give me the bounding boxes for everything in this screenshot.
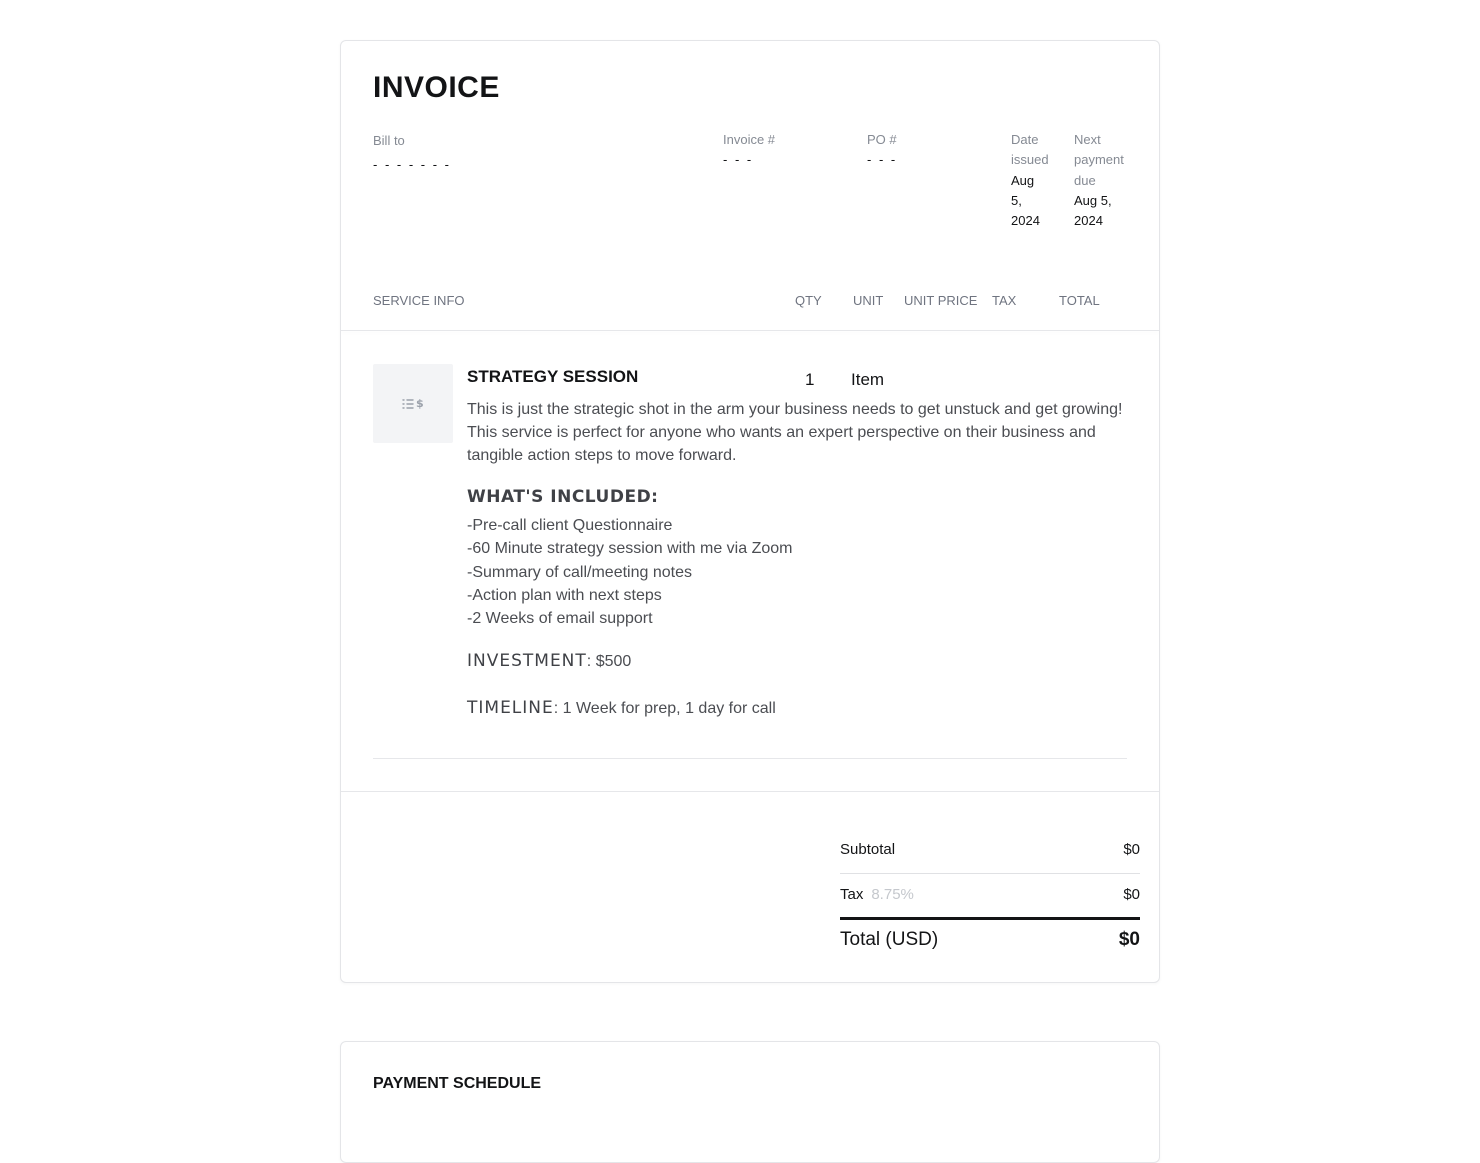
timeline-value: : 1 Week for prep, 1 day for call [553, 700, 776, 717]
list-dollar-icon [401, 395, 425, 413]
item-description-line-3: tangible action steps to move forward. [467, 447, 737, 464]
item-unit[interactable]: Item [851, 370, 885, 389]
item-description-line-1: This is just the strategic shot in the arm your business needs to get unstuck and get growing! [467, 401, 1123, 418]
subtotal-row [840, 841, 1140, 858]
list-item: -2 Weeks of email support [467, 610, 653, 628]
tax-rate[interactable]: 8.75% [871, 886, 914, 903]
section-divider [341, 791, 1159, 792]
table-header-divider [341, 330, 1159, 331]
total-divider [840, 917, 1140, 920]
next-due-value-line1: Aug 5, [1074, 193, 1112, 208]
list-item: -Action plan with next steps [467, 586, 662, 604]
timeline-line [467, 698, 776, 718]
list-item: -Pre-call client Questionnaire [467, 517, 673, 534]
item-qty[interactable]: 1 [805, 370, 815, 389]
subtotal-divider [840, 873, 1140, 874]
invoice-number-label: Invoice # [723, 132, 776, 147]
item-name: STRATEGY SESSION [467, 367, 639, 386]
total-label: Total (USD) [840, 929, 939, 950]
item-divider [373, 758, 1127, 759]
bill-to-label: Bill to [373, 133, 405, 148]
investment-value: : $500 [586, 653, 632, 670]
date-issued-label-line1: Date [1011, 132, 1039, 147]
item-thumbnail [373, 364, 453, 443]
list-item: -60 Minute strategy session with me via Zoom [467, 540, 793, 558]
investment-line [467, 651, 631, 671]
next-due-label-line1: Next [1074, 132, 1101, 147]
item-description-line-2: This service is perfect for anyone who wants an expert perspective on their business and [467, 424, 1096, 441]
po-number-label: PO # [867, 132, 897, 147]
next-due-value-line2: 2024 [1074, 213, 1103, 228]
payment-schedule-title: PAYMENT SCHEDULE [373, 1075, 542, 1092]
date-issued-label-line2: issued [1011, 152, 1049, 167]
subtotal-value: $0 [1123, 841, 1140, 858]
invoice-card [340, 40, 1160, 983]
bill-to-value[interactable]: - - - - - - - [373, 157, 451, 172]
invoice-title: INVOICE [373, 71, 500, 104]
payment-schedule-card [340, 1041, 1160, 1163]
next-due-label-line2: payment [1074, 152, 1124, 167]
column-header-service-info: SERVICE INFO [373, 293, 465, 308]
column-header-unit-price: UNIT PRICE [904, 293, 978, 308]
timeline-label: TIMELINE [467, 698, 554, 718]
tax-row [840, 886, 1140, 903]
included-list [467, 514, 792, 630]
date-issued-value-line1: Aug [1011, 173, 1035, 188]
column-header-total: TOTAL [1059, 293, 1100, 308]
tax-label: Tax [840, 886, 864, 903]
tax-value: $0 [1123, 886, 1140, 903]
date-issued-value-line2: 5, [1011, 193, 1022, 208]
column-header-qty: QTY [795, 293, 822, 308]
po-number-value[interactable]: - - - [867, 152, 898, 167]
date-issued-value-line3: 2024 [1011, 213, 1040, 228]
whats-included-heading: WHAT'S INCLUDED: [467, 487, 659, 507]
svg-text:$: $ [416, 396, 424, 410]
list-item: -Summary of call/meeting notes [467, 563, 692, 581]
subtotal-label: Subtotal [840, 841, 896, 858]
total-value: $0 [1118, 929, 1140, 950]
column-header-tax: TAX [992, 293, 1017, 308]
column-header-unit: UNIT [853, 293, 884, 308]
total-row [840, 929, 1140, 951]
next-due-label-line3: due [1074, 173, 1096, 188]
investment-label: INVESTMENT [467, 651, 587, 671]
invoice-number-value[interactable]: - - - [723, 152, 754, 167]
